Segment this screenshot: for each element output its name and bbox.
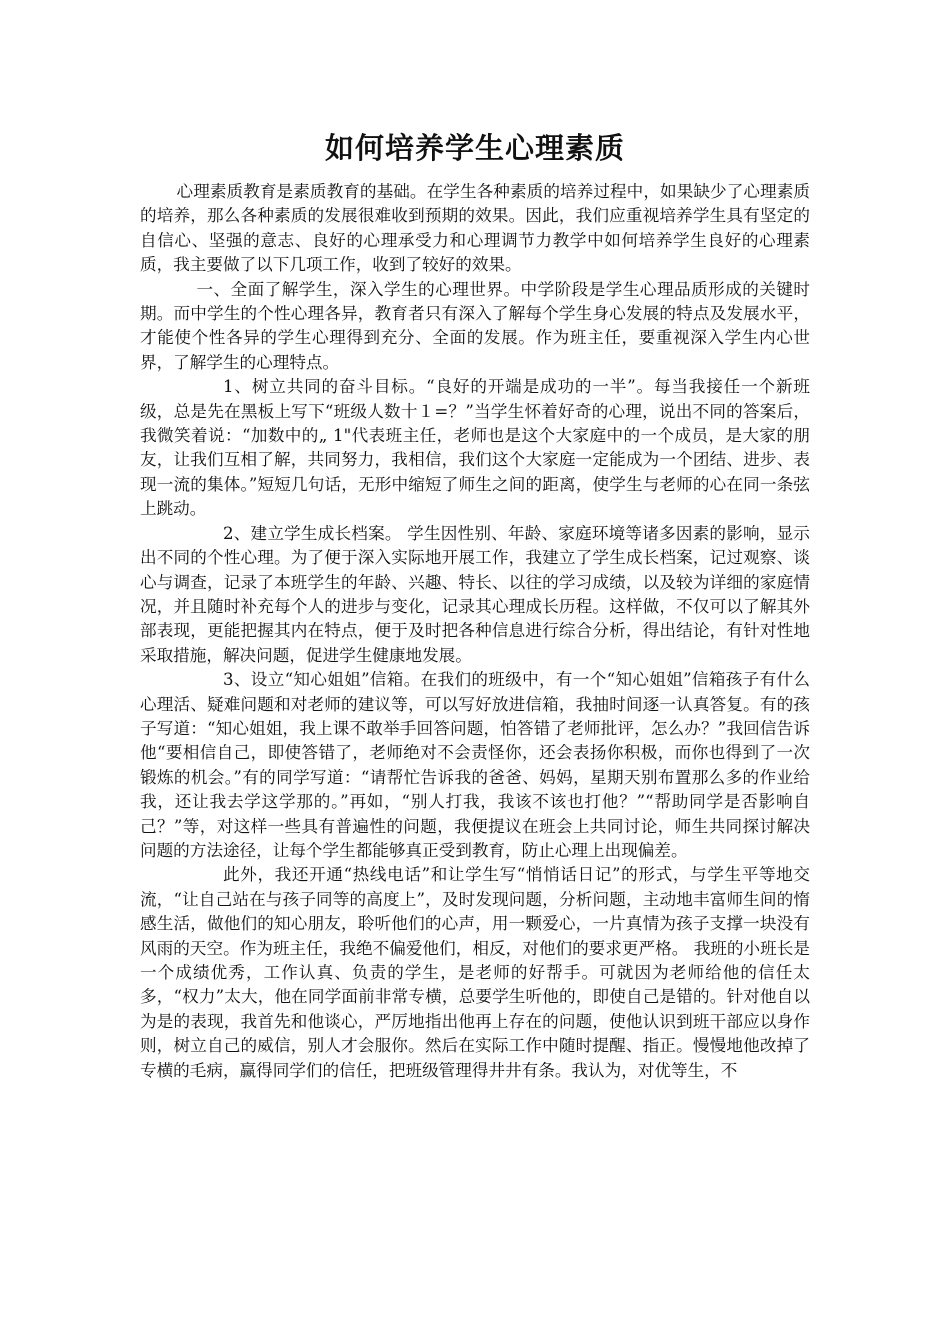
paragraph-item-2: 2、建立学生成长档案。 学生因性别、年龄、家庭环境等诸多因素的影响，显示出不同的个性心理。为了便于深入实际地开展工作，我建立了学生成长档案，记过观察、谈心与调查，记录了本班学生的年龄、兴趣、特长、以往的学习成绩，以及较为详细的家庭情况，并且随时补充每个人的进步与变化，记录其心理成长历程。这样做，不仅可以了解其外部表现，更能把握其内在特点，便于及时把各种信息进行综合分析，得出结论，有针对性地采取措施，解决问题，促进学生健康地发展。 — [140, 523, 810, 665]
paragraph-item-3: 3、设立“知心姐姐”信箱。在我们的班级中，有一个“知心姐姐”信箱孩子有什么心理活、疑难问题和对老师的建议等，可以写好放进信箱，我抽时间逐一认真答复。有的孩子写道：“知心姐姐，我上课不敢举手回答问题，怕答错了老师批评，怎么办？”我回信告诉他“要相信自己，即使答错了，老师绝对不会责怪你，还会表扬你积极，而你也得到了一次锻炼的机会。”有的同学写道：“请帮忙告诉我的爸爸、妈妈，星期天别布置那么多的作业给我，还让我去学这学那的。”再如，“别人打我，我该不该也打他？”“帮助同学是否影响自己？”等，对这样一些具有普遍性的问题，我便提议在班会上共同讨论，师生共同探讨解决问题的方法途径，让每个学生都能够真正受到教育，防止心理上出现偏差。 — [140, 670, 810, 860]
paragraph-additional: 此外，我还开通“热线电话”和让学生写“悄悄话日记”的形式，与学生平等地交流，“让自己站在与孩子同等的高度上”，及时发现问题，分析问题，主动地丰富师生间的惰感生活，做他们的知心朋友，聆听他们的心声，用一颗爱心，一片真情为孩子支撑一块没有风雨的天空。作为班主任，我绝不偏爱他们，相反，对他们的要求更严格。 我班的小班长是一个成绩优秀，工作认真、负责的学生，是老师的好帮手。可就因为老师给他的信任太多，“权力”太大，他在同学面前非常专横，总要学生听他的，即使自己是错的。针对他自以为是的表现，我首先和他谈心，严厉地指出他再上存在的问题，使他认识到班干部应以身作则，树立自己的威信，别人才会服你。然后在实际工作中随时提醒、指正。慢慢地他改掉了专横的毛病，赢得同学们的信任，把班级管理得井井有条。我认为，对优等生，不 — [140, 865, 810, 1080]
paragraph-item-1: 1、树立共同的奋斗目标。“良好的开端是成功的一半”。每当我接任一个新班级，总是先在黑板上写下“班级人数十１=？”当学生怀着好奇的心理，说出不同的答案后，我微笑着说：“加数中的„ 1"代表班主任，老师也是这个大家庭中的一个成员，是大家的朋友，让我们互相了解，共同努力，我相信，我们这个大家庭一定能成为一个团结、进步、表现一流的集体。”短短几句话，无形中缩短了师生之间的距离，使学生与老师的心在同一条弦上跳动。 — [140, 377, 810, 519]
document-title: 如何培养学生心理素质 — [324, 131, 625, 165]
paragraph-section-1: 一、全面了解学生，深入学生的心理世界。中学阶段是学生心理品质形成的关键时期。而中学生的个性心理各异，教育者只有深入了解每个学生身心发展的特点及发展水平，才能使个性各异的学生心理得到充分、全面的发展。作为班主任，要重视深入学生内心世界，了解学生的心理特点。 — [140, 279, 810, 372]
document-body — [140, 180, 810, 1083]
paragraph-intro: 心理素质教育是素质教育的基础。在学生各种素质的培养过程中，如果缺少了心理素质的培养，那么各种素质的发展很难收到预期的效果。因此，我们应重视培养学生具有坚定的自信心、坚强的意志、良好的心理承受力和心理调节力教学中如何培养学生良好的心理素质，我主要做了以下几项工作，收到了较好的效果。 — [140, 182, 810, 275]
